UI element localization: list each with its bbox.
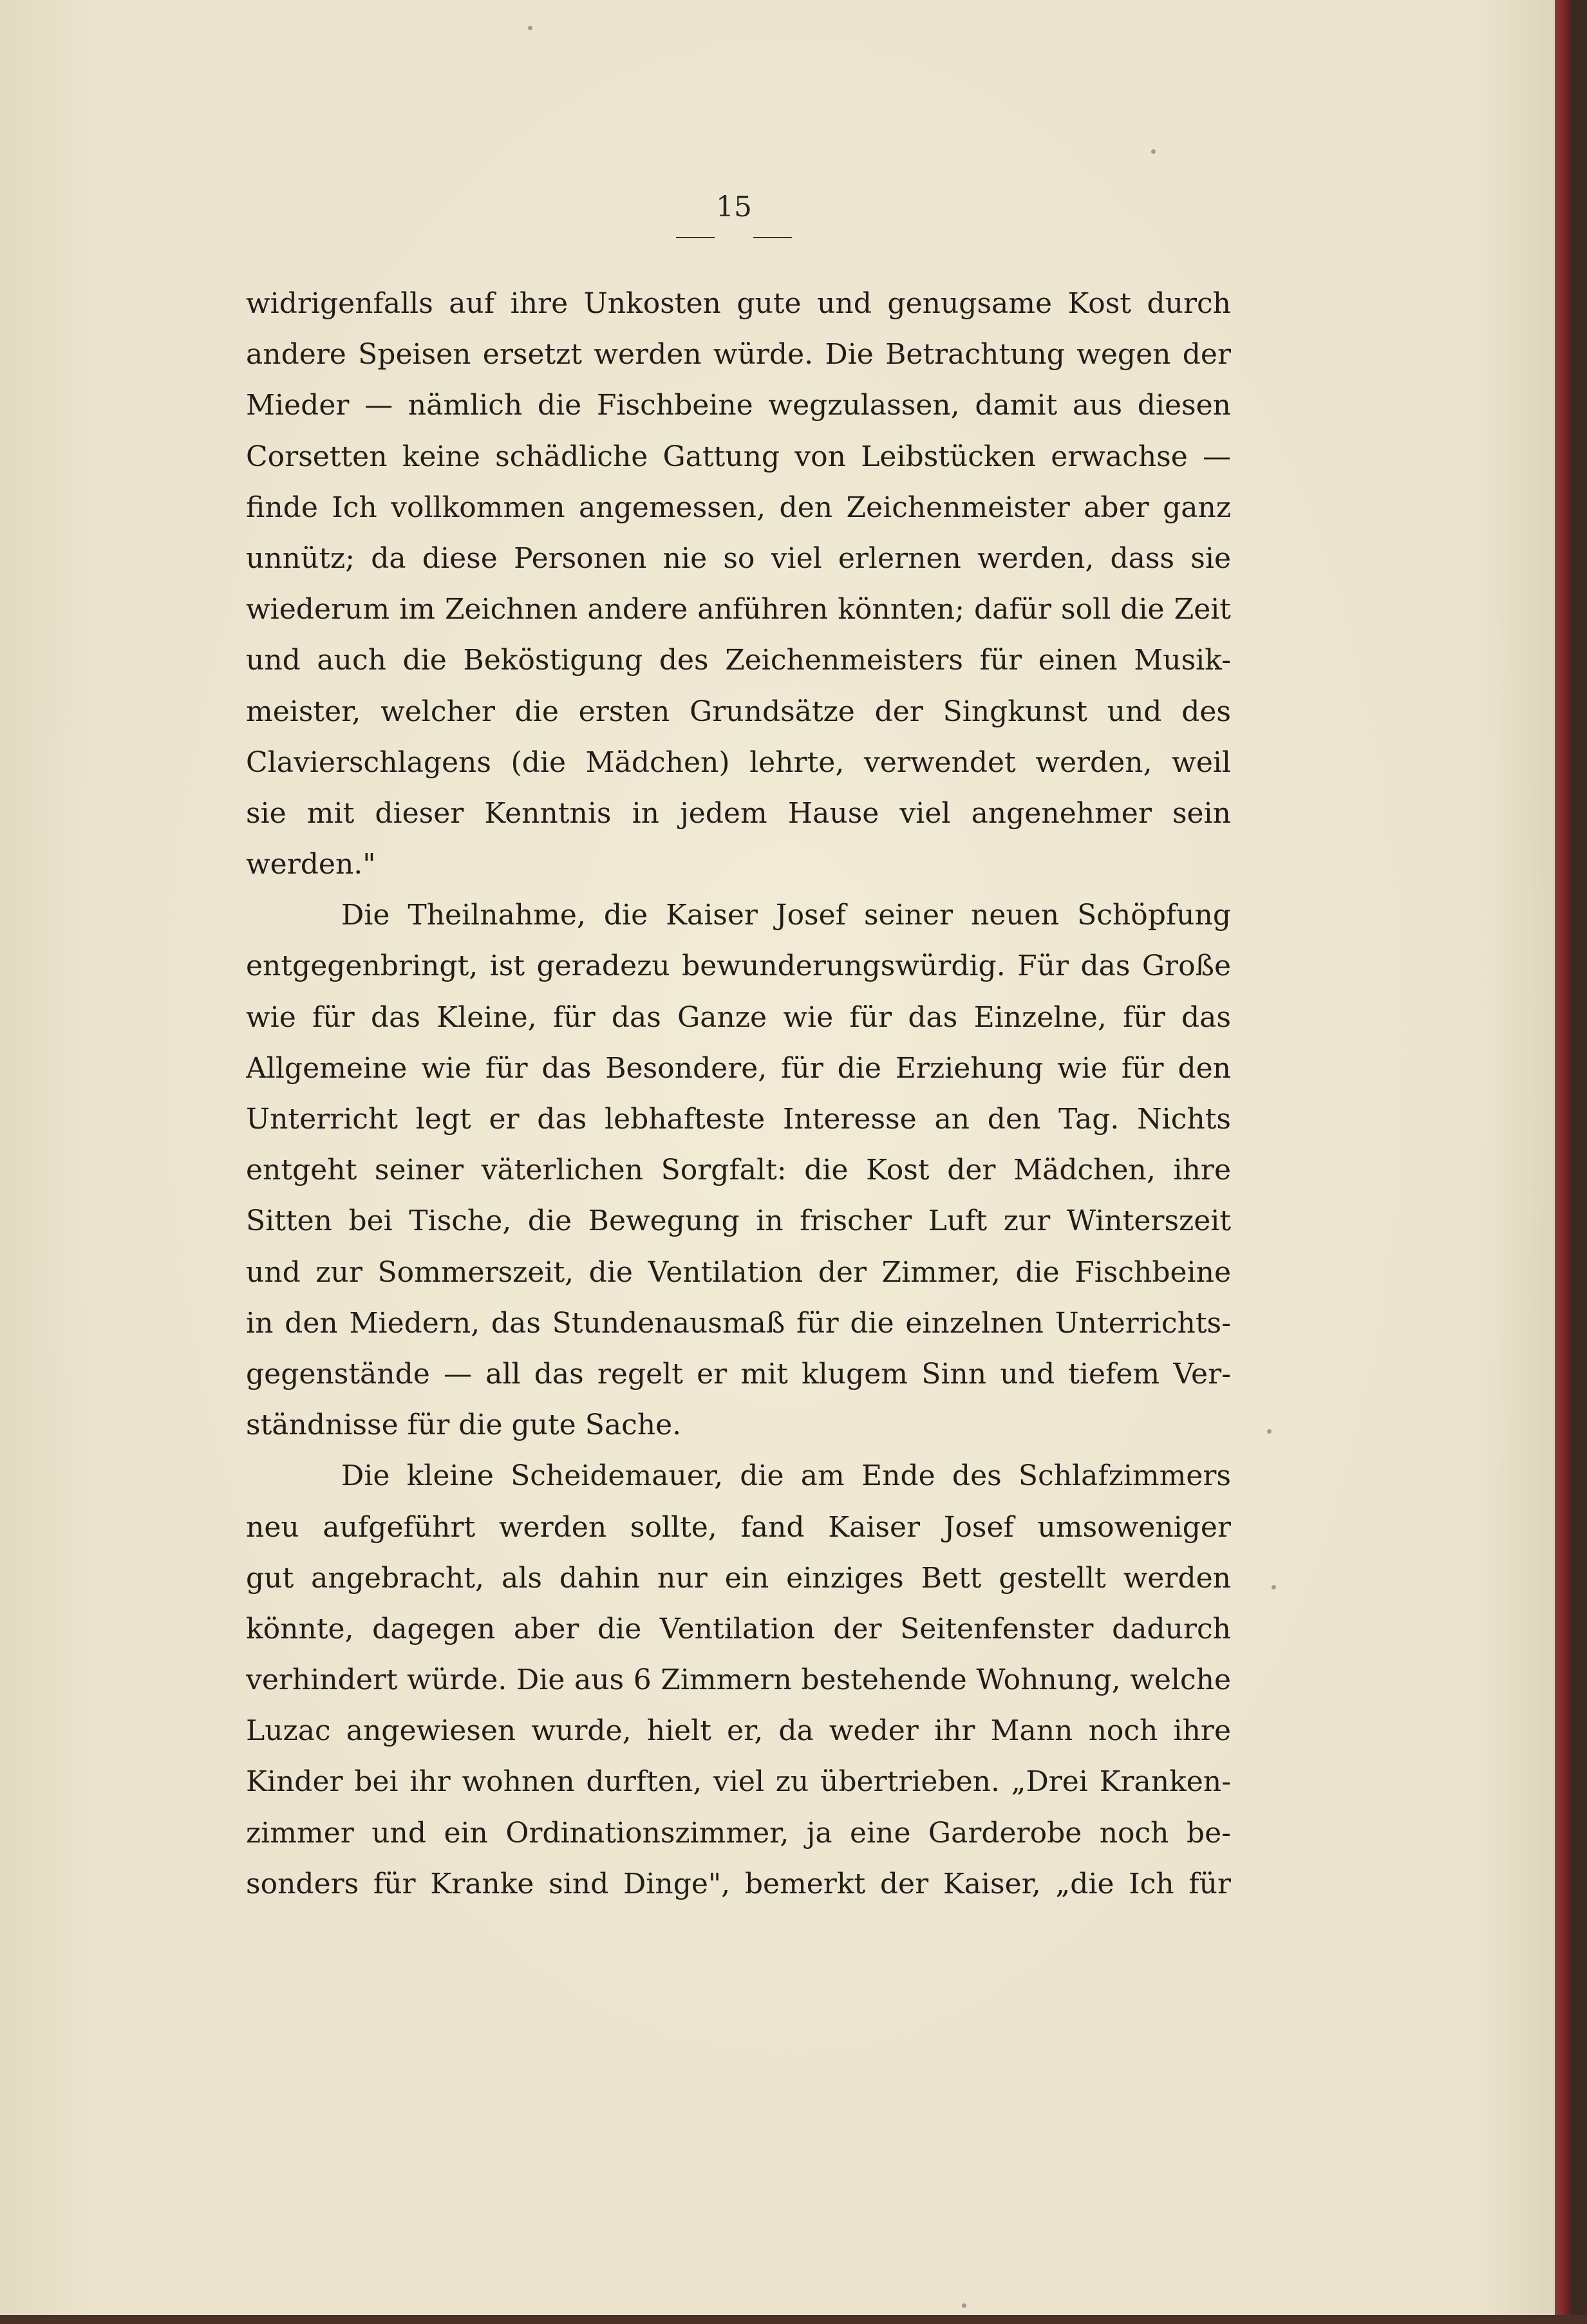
book-binding-edge <box>1555 0 1571 2324</box>
paragraph-2 <box>246 890 1231 1450</box>
text-line: wie für das Kleine, für das Ganze wie für das Einzelne, für das <box>246 1000 1231 1034</box>
paper-speck <box>1267 1429 1272 1434</box>
page-number: 15 <box>716 191 752 223</box>
text-line: entgegenbringt, ist geradezu bewunderungswürdig. Für das Große <box>246 950 1231 983</box>
text-line: sonders für Kranke sind Dinge", bemerkt der Kaiser, „die Ich für <box>246 1867 1231 1900</box>
paper-speck <box>1151 149 1156 154</box>
text-line: widrigenfalls auf ihre Unkosten gute und genugsame Kost durch <box>246 287 1231 320</box>
text-line: entgeht seiner väterlichen Sorgfalt: die Kost der Mädchen, ihre <box>246 1154 1231 1187</box>
text-line: andere Speisen ersetzt werden würde. Die Betrachtung wegen der <box>246 338 1231 371</box>
text-line: finde Ich vollkommen angemessen, den Zeichenmeister aber ganz <box>246 491 1231 524</box>
text-line: neu aufgeführt werden sollte, fand Kaiser Josef umsoweniger <box>246 1510 1231 1544</box>
text-line: Corsetten keine schädliche Gattung von Leibstücken erwachse — <box>246 440 1231 473</box>
text-line: meister, welcher die ersten Grundsätze der Singkunst und des <box>246 695 1231 728</box>
paragraph-3 <box>246 1450 1231 1909</box>
text-line: in den Miedern, das Stundenausmaß für die einzelnen Unterrichts- <box>246 1306 1231 1340</box>
paper-speck <box>528 26 532 30</box>
page-bottom-edge <box>0 2315 1587 2324</box>
text-line: und zur Sommerszeit, die Ventilation der Zimmer, die Fischbeine <box>246 1255 1231 1289</box>
text-line: werden." <box>246 848 376 881</box>
text-line: wiederum im Zeichnen andere anführen könnten; dafür soll die Zeit <box>246 593 1231 626</box>
paper-speck <box>1272 1585 1276 1589</box>
body-text <box>246 278 1231 1909</box>
text-line: Die kleine Scheidemauer, die am Ende des Schlafzimmers <box>341 1459 1231 1493</box>
text-line: Clavierschlagens (die Mädchen) lehrte, verwendet werden, weil <box>246 745 1231 779</box>
text-line: verhindert würde. Die aus 6 Zimmern bestehende Wohnung, welche <box>246 1663 1231 1697</box>
text-line: zimmer und ein Ordinationszimmer, ja eine Garderobe noch be- <box>246 1816 1231 1850</box>
text-line: könnte, dagegen aber die Ventilation der Seitenfenster dadurch <box>246 1612 1231 1645</box>
text-line: Unterricht legt er das lebhafteste Interesse an den Tag. Nichts <box>246 1103 1231 1136</box>
text-line: Allgemeine wie für das Besondere, für die Erziehung wie für den <box>246 1051 1231 1085</box>
paragraph-1 <box>246 278 1231 890</box>
page-number-header <box>670 191 798 242</box>
text-line: Sitten bei Tische, die Bewegung in frischer Luft zur Winterszeit <box>246 1204 1231 1238</box>
text-line: gut angebracht, als dahin nur ein einziges Bett gestellt werden <box>246 1561 1231 1595</box>
text-line: und auch die Beköstigung des Zeichenmeisters für einen Musik- <box>246 644 1231 677</box>
text-line: Mieder — nämlich die Fischbeine wegzulassen, damit aus diesen <box>246 389 1231 422</box>
text-line: Kinder bei ihr wohnen durften, viel zu übertrieben. „Drei Kranken- <box>246 1765 1231 1799</box>
text-line: unnütz; da diese Personen nie so viel erlernen werden, dass sie <box>246 541 1231 575</box>
text-line: Luzac angewiesen wurde, hielt er, da weder ihr Mann noch ihre <box>246 1714 1231 1748</box>
text-line: gegenstände — all das regelt er mit klugem Sinn und tiefem Ver- <box>246 1357 1231 1391</box>
paper-speck <box>962 2303 966 2308</box>
text-line: sie mit dieser Kenntnis in jedem Hause viel angenehmer sein <box>246 796 1231 830</box>
text-line: ständnisse für die gute Sache. <box>246 1409 682 1442</box>
page-number-rule-right <box>753 237 792 238</box>
text-line: Die Theilnahme, die Kaiser Josef seiner neuen Schöpfung <box>341 899 1231 932</box>
page-number-rule-left <box>676 237 715 238</box>
